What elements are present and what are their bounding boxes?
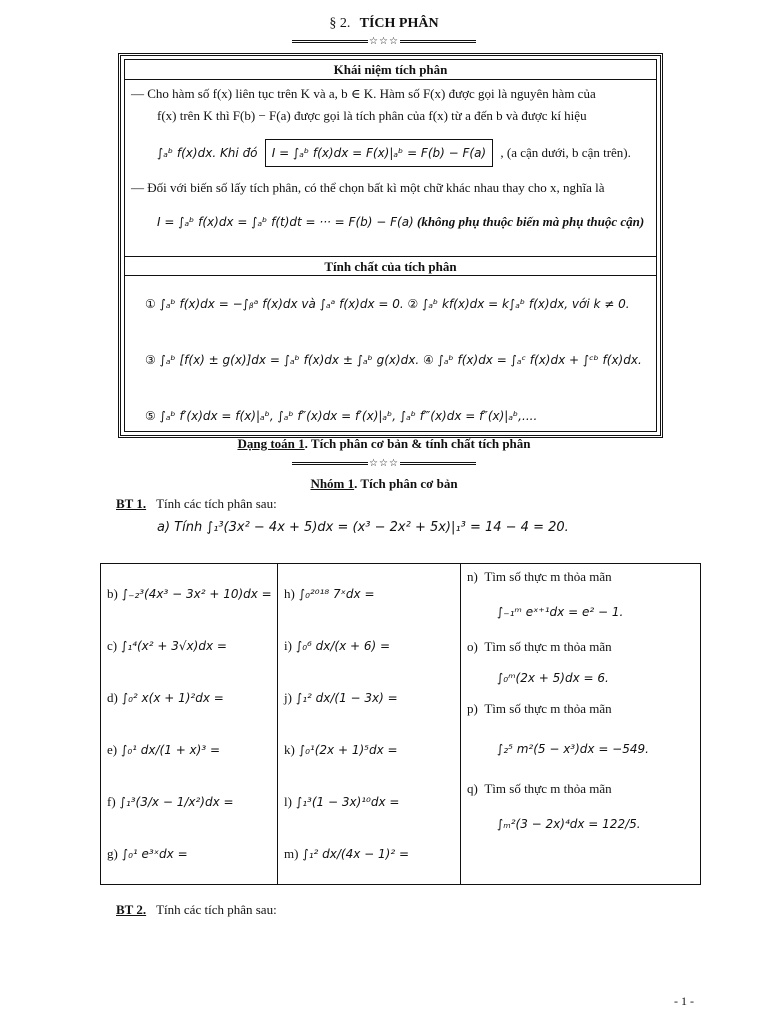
- worked-example: a) Tính ∫₁³(3x² − 4x + 5)dx = (x³ − 2x² + 5x)|₁³ = 14 − 4 = 20.: [157, 520, 569, 535]
- find-m-equation: ∫₀ᵐ(2x + 5)dx = 6.: [497, 671, 609, 685]
- concept-heading: Khái niệm tích phân: [125, 60, 656, 80]
- ornament-bar-left: [292, 462, 368, 465]
- concept-line-3: [131, 139, 648, 167]
- exercise-item: g) ∫₀¹ e³ˣdx =: [107, 846, 188, 861]
- exercise-item: b) ∫₋₂³(4x³ − 3x² + 10)dx =: [107, 586, 272, 601]
- find-m-prompt: p) Tìm số thực m thỏa mãn: [467, 701, 612, 716]
- concept-line-3-prefix: ∫ₐᵇ f(x)dx. Khi đó: [157, 146, 258, 160]
- properties-heading: Tính chất của tích phân: [125, 256, 656, 276]
- exercise-column-3: [461, 564, 701, 885]
- concept-body: [125, 80, 656, 256]
- property-row-1: ① ∫ₐᵇ f(x)dx = −∫ᵦᵃ f(x)dx và ∫ₐᵃ f(x)dx = 0. ② ∫ₐᵇ kf(x)dx = k∫ₐᵇ f(x)dx, với k ≠ 0.: [145, 297, 630, 311]
- section-title: TÍCH PHÂN: [359, 16, 439, 31]
- exercise-item: m) ∫₁² dx/(4x − 1)² =: [284, 846, 409, 861]
- find-m-prompt: n) Tìm số thực m thỏa mãn: [467, 569, 612, 584]
- star-ornament-icon: ☆☆☆: [369, 458, 399, 469]
- exercise-column-2: [278, 564, 461, 885]
- find-m-equation: ∫ₘ²(3 − 2x)⁴dx = 122/5.: [497, 817, 641, 831]
- exercise-item: l) ∫₁³(1 − 3x)¹⁰dx =: [284, 794, 400, 809]
- exercise-1-text: Tính các tích phân sau:: [156, 496, 277, 511]
- star-ornament-icon: ☆☆☆: [369, 36, 399, 47]
- group-text: . Tích phân cơ bản: [354, 476, 458, 491]
- integral-definition-box: I = ∫ₐᵇ f(x)dx = F(x)|ₐᵇ = F(b) − F(a): [265, 139, 493, 167]
- group-label: Nhóm 1: [310, 476, 355, 491]
- exercise-item: h) ∫₀²⁰¹⁸ 7ˣdx =: [284, 586, 375, 601]
- find-m-equation: ∫₋₁ᵐ eˣ⁺¹dx = e² − 1.: [497, 605, 624, 619]
- concept-line-4: — Đối với biến số lấy tích phân, có thể chọn bất kì một chữ khác nhau thay cho x, nghĩa là: [131, 180, 605, 195]
- exercise-item: f) ∫₁³(3/x − 1/x²)dx =: [107, 794, 234, 809]
- find-m-equation: ∫₂⁵ m²(5 − x³)dx = −549.: [497, 742, 649, 756]
- exercise-item: c) ∫₁⁴(x² + 3√x)dx =: [107, 638, 227, 653]
- property-row-2: ③ ∫ₐᵇ [f(x) ± g(x)]dx = ∫ₐᵇ f(x)dx ± ∫ₐᵇ g(x)dx. ④ ∫ₐᵇ f(x)dx = ∫ₐᶜ f(x)dx + ∫ᶜᵇ f(x)dx.: [145, 353, 642, 367]
- exercise-2-title: [116, 902, 277, 918]
- exercise-2-text: Tính các tích phân sau:: [156, 902, 277, 917]
- exercise-item: j) ∫₁² dx/(1 − 3x) =: [284, 690, 398, 705]
- theory-frame-inner: [124, 59, 657, 432]
- exercise-1-title: [116, 496, 277, 512]
- variable-independence-formula: I = ∫ₐᵇ f(x)dx = ∫ₐᵇ f(t)dt = ··· = F(b) − F(a): [157, 215, 414, 229]
- find-m-prompt: o) Tìm số thực m thỏa mãn: [467, 639, 612, 654]
- exercise-1-label: BT 1.: [116, 496, 147, 511]
- exercise-item: e) ∫₀¹ dx/(1 + x)³ =: [107, 742, 221, 757]
- exercise-table: [100, 563, 701, 885]
- find-m-prompt: q) Tìm số thực m thỏa mãn: [467, 781, 612, 796]
- page-number: - 1 -: [674, 994, 694, 1008]
- title-ornament: [0, 36, 768, 47]
- exercise-column-1: [101, 564, 278, 885]
- problem-type-heading: [0, 436, 768, 452]
- ornament-bar-right: [400, 40, 476, 43]
- problem-type-text: . Tích phân cơ bản & tính chất tích phân: [304, 436, 531, 451]
- page-title: [0, 16, 768, 32]
- property-row-3: ⑤ ∫ₐᵇ f′(x)dx = f(x)|ₐᵇ, ∫ₐᵇ f″(x)dx = f′(x)|ₐᵇ, ∫ₐᵇ f‴(x)dx = f″(x)|ₐᵇ,....: [145, 409, 538, 423]
- problem-type-label: Dạng toán 1: [237, 436, 305, 451]
- concept-line-5: [131, 211, 648, 233]
- concept-line-2: f(x) trên K thì F(b) − F(a) được gọi là tích phân của f(x) từ a đến b và được kí hiệu: [157, 108, 587, 123]
- exercise-item: k) ∫₀¹(2x + 1)⁵dx =: [284, 742, 398, 757]
- section-number: § 2.: [329, 16, 351, 31]
- section-ornament: [0, 458, 768, 469]
- ornament-bar-left: [292, 40, 368, 43]
- exercise-item: d) ∫₀² x(x + 1)²dx =: [107, 690, 224, 705]
- group-heading: [0, 476, 768, 492]
- ornament-bar-right: [400, 462, 476, 465]
- exercise-2-label: BT 2.: [116, 902, 147, 917]
- theory-frame: [118, 53, 663, 438]
- variable-independence-note: (không phụ thuộc biến mà phụ thuộc cận): [416, 214, 645, 229]
- concept-line-1: — Cho hàm số f(x) liên tục trên K và a, b ∈ K. Hàm số F(x) được gọi là nguyên hàm của: [131, 86, 596, 101]
- exercise-item: i) ∫₀⁶ dx/(x + 6) =: [284, 638, 391, 653]
- concept-line-3-suffix: , (a cận dưới, b cận trên).: [500, 145, 631, 160]
